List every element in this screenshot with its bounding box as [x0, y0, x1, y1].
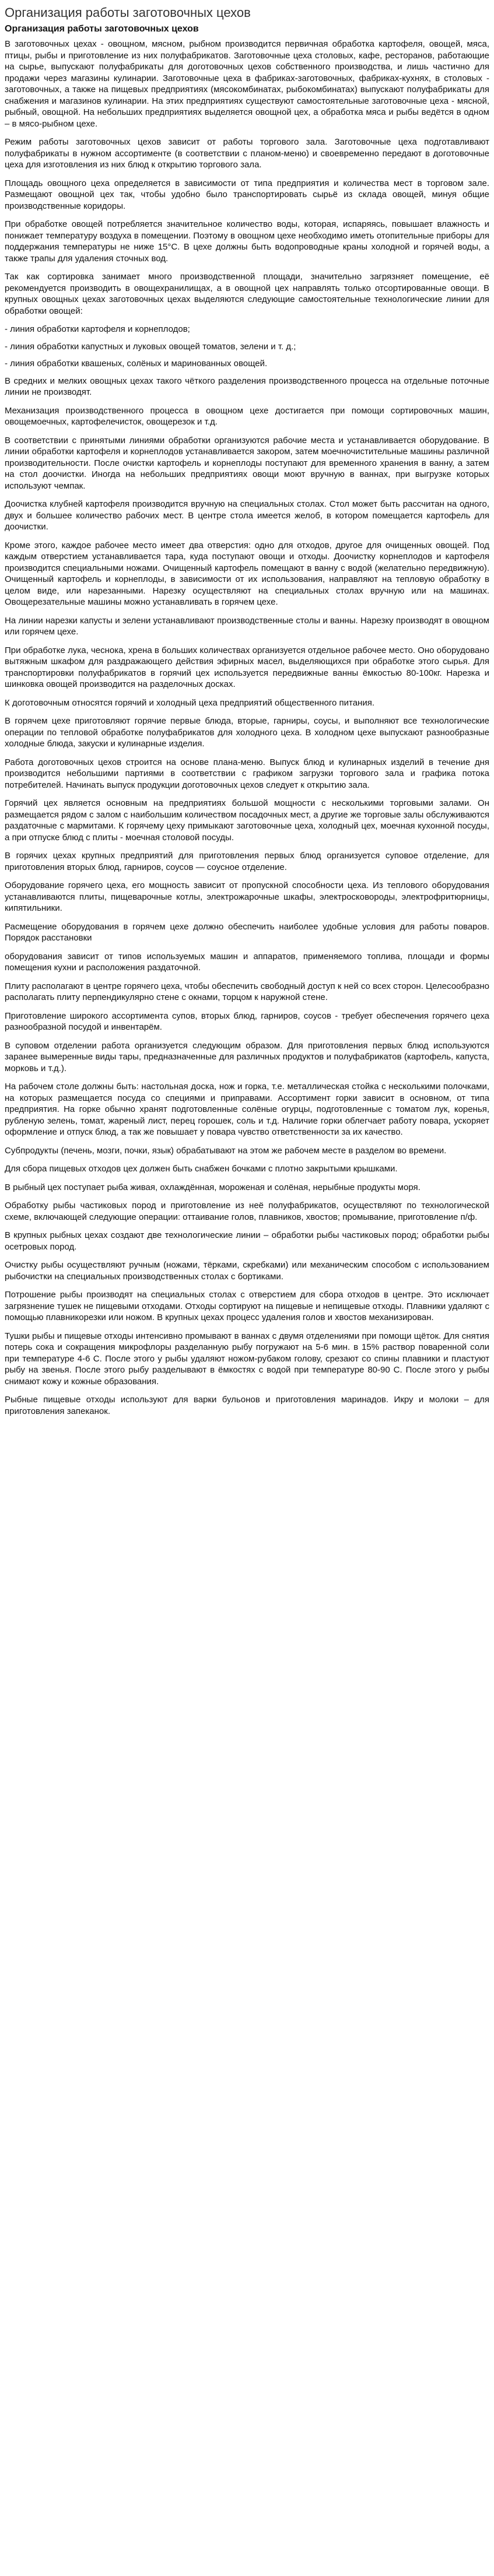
- paragraph: Субпродукты (печень, мозги, почки, язык) обрабатывают на этом же рабочем месте в разделом во времени.: [5, 1145, 447, 1156]
- paragraph: В средних и мелких овощных цехах такого чёткого разделения производственного процесса на отдельные поточные линии не производят.: [5, 375, 489, 397]
- paragraph: Режим работы заготовочных цехов зависит от работы торгового зала. Заготовочные цеха подготавливают полуфабрикаты в нужном ассортименте (в соответствии с планом-меню) и своевременно передают в доготовочные цеха для изготовления из них блюд к открытию торгового зала.: [5, 137, 489, 170]
- paragraph: Расмещение оборудования в горячем цехе должно обеспечить наиболее удобные условия для работы поваров. Порядок расстановки: [5, 921, 489, 943]
- paragraph: В крупных рыбных цехах создают две технологические линии – обработки рыбы частиковых пород; обработки рыбы осетровых пород.: [5, 1230, 489, 1252]
- paragraph: В заготовочных цехах - овощном, мясном, рыбном производится первичная обработка картофеля, овощей, мяса, птицы, рыбы и приготовление из них полуфабрикатов. Заготовочные цеха столовых, кафе, ресторанов, работающие на сырье, выпускают полуфабрикаты для доготовочных цехов собственного производства, и лишь частично для продажи через магазины кулинарии. Заготовочные цеха в фабриках-заготовочных, фабриках-кухнях, в столовых - заготовочных, а также на пищевых предприятиях (мясокомбинатах, рыбокомбинатах) выпускают полуфабрикаты для снабжения и магазинов кулинарии. На этих предприятиях существуют самостоятельные заготовочные цеха - мясной, рыбный, овощной. На небольших предприятиях выделяется овощной цех, а обработка мяса и рыбы ведётся в одном – в мясо-рыбном цехе.: [5, 39, 489, 129]
- list-item: - линия обработки квашеных, солёных и маринованных овощей.: [5, 359, 268, 368]
- paragraph: Работа доготовочных цехов строится на основе плана-меню. Выпуск блюд и кулинарных изделий в течение дня производится небольшими партиями в соответствии с графиком загрузки торгового зала и графика потока потребителей. Начинать выпуск продукции доготовочных цехов следует к открытию зала.: [5, 757, 489, 790]
- paragraph: Доочистка клубней картофеля производится вручную на специальных столах. Стол может быть рассчитан на одного, двух и большее количество рабочих мест. В центре стола имеется желоб, в котором помещается картофель для доочистки.: [5, 499, 489, 532]
- paragraph: Потрошение рыбы производят на специальных столах с отверстием для сбора отходов в центре. Это исключает загрязнение тушек не пищевыми отходами. Отходы сортируют на пищевые и непищевые отходы. Плавники удаляют с помощью плавникорезки или ножом. В крупных цехах процесс удаления голов и хвостов механизирован.: [5, 1290, 489, 1322]
- paragraph: Очистку рыбы осуществляют ручным (ножами, тёрками, скребками) или механическим способом с использованием рыбочистки на специальных производственных столах с бортиками.: [5, 1260, 489, 1282]
- paragraph: Рыбные пищевые отходы используют для варки бульонов и приготовления маринадов. Икру и молоки – для приготовления запеканок.: [5, 1395, 489, 1416]
- paragraph: Плиту располагают в центре горячего цеха, чтобы обеспечить свободный доступ к ней со всех сторон. Целесообразно располагать плиту перпендикулярно стене с окнами, торцом к наружной стене.: [5, 981, 489, 1002]
- paragraph: К доготовочным относятся горячий и холодный цеха предприятий общественного питания.: [5, 697, 374, 708]
- paragraph: Кроме этого, каждое рабочее место имеет два отверстия: одно для отходов, другое для очищенных овощей. Под каждым отверстием устанавливается тара, куда поступают овощи и отходы. Доочистку корнеплодов и картофеля производится специальными ножами. Очищенный картофель помещают в ванну с водой (желательно передвижную). Очищенный картофель и корнеплоды, в зависимости от их использования, направляют на тепловую обработку в целом виде, или нарезанными. Нарезку осуществляют на специальных столах вручную или на машинах. Овощерезательные машины можно устанавливать в горячем цехе.: [5, 540, 489, 607]
- paragraph: При обработке овощей потребляется значительное количество воды, которая, испаряясь, повышает влажность и понижает температуру воздуха в помещении. Поэтому в овощном цехе необходимо иметь отопительные приборы для поддержания температуры не ниже 15°С. В цехе должны быть водопроводные краны холодной и горячей воды, а также трапы для удаления сточных вод.: [5, 219, 489, 264]
- paragraph: При обработке лука, чеснока, хрена в больших количествах организуется отдельное рабочее место. Оно оборудовано вытяжным шкафом для раздражающего действия эфирных масел, выделяющихся при обработке этого сырья. Для транспортировки полуфабрикатов в горячий цех используется передвижные ванны ёмкостью 80-100кг. Нарезка и шинковка овощей производится на разделочных досках.: [5, 645, 489, 689]
- paragraph: В горячем цехе приготовляют горячие первые блюда, вторые, гарниры, соусы, и выполняют все технологические операции по тепловой обработке полуфабрикатов для холодного цеха. В холодном цехе выпускают разнообразные холодные блюда, закуски и кулинарные изделия.: [5, 716, 489, 749]
- paragraph: В горячих цехах крупных предприятий для приготовления первых блюд организуется суповое отделение, для приготовления вторых блюд, гарниров, соусов — соусное отделение.: [5, 851, 489, 872]
- paragraph: Горячий цех является основным на предприятиях большой мощности с несколькими торговыми залами. Он размещается рядом с залом с наибольшим количеством посадочных мест, а другие же торговые залы обслуживаются раздаточные с мармитами. К горячему цеху примыкают заготовочные цеха, холодный цех, моечная кухонной посуды, а при отпуске блюд с плиты - моечная столовой посуды.: [5, 798, 489, 843]
- paragraph: Для сбора пищевых отходов цех должен быть снабжен бочками с плотно закрытыми крышками.: [5, 1164, 398, 1174]
- paragraph: Так как сортировка занимает много производственной площади, значительно загрязняет помещение, её рекомендуется производить в овощехранилищах, а в овощной цех направлять только отсортированные овощи. В крупных овощных цехах заготовочных цехах выделяются следующие самостоятельные технологические линии для обработки овощей:: [5, 272, 489, 316]
- paragraph: Тушки рыбы и пищевые отходы интенсивно промывают в ваннах с двумя отделениями при помощи щёток. Для снятия потерь сока и сокращения микрофлоры разделанную рыбу погружают на 5-6 мин. в 15% раствор поваренной соли при температуре 4-6 С. После этого у рыбы удаляют ножом-рубаком голову, срезают со спины плавники и пластуют рыбу на звенья. После этого рыбу разделывают в ёмкостях с водой при температуре 80-90 С. После этого у рыбы снимают кожу и кожные образования.: [5, 1331, 489, 1387]
- paragraph: Оборудование горячего цеха, его мощность зависит от пропускной способности цеха. Из теплового оборудования устанавливаются плиты, пищеварочные котлы, электрожарочные шкафы, электросковороды, электрофритюрницы, кипятильники.: [5, 880, 489, 913]
- paragraph: Приготовление широкого ассортимента супов, вторых блюд, гарниров, соусов - требует обеспечения горячего цеха разнообразной посудой и инвентарём.: [5, 1010, 489, 1032]
- paragraph: Обработку рыбы частиковых пород и приготовление из неё полуфабрикатов, осуществляют по технологической схеме, включающей следующие операции: оттаивание голов, плавников, хвостов; промывание, приготовление п/ф.: [5, 1201, 489, 1222]
- list-item: - линия обработки капустных и луковых овощей томатов, зелени и т. д.;: [5, 341, 296, 352]
- article-heading: Организация работы заготовочных цехов: [5, 24, 199, 34]
- paragraph: В суповом отделении работа организуется следующим образом. Для приготовления первых блюд используются заранее вымеренные виды тары, предназначенные для различных продуктов и полуфабрикатов (картофель, капуста, морковь и т.д.).: [5, 1040, 489, 1073]
- paragraph: На линии нарезки капусты и зелени устанавливают производственные столы и ванны. Нарезку производят в овощном или горячем цехе.: [5, 615, 489, 637]
- paragraph: В соответствии с принятыми линиями обработки организуются рабочие места и устанавливается оборудование. В линии обработки картофеля и корнеплодов устанавливается закором, затем моечночистительные машины различной производительности. После очистки картофель и корнеплоды поступают для временного хранения в ванну, а затем на стол доочистки. Иногда на небольших предприятиях овощи моют вручную в ваннах, при выгрузке которых используют чемпак.: [5, 435, 489, 491]
- page-title: Организация работы заготовочных цехов: [5, 5, 251, 20]
- paragraph: На рабочем столе должны быть: настольная доска, нож и горка, т.е. металлическая стойка с несколькими полочками, на которых размещается посуда со специями и приправами. Ассортимент горки зависит в основном, от типа предприятия. На горке обычно хранят подготовленные солёные огурцы, подготовленные с томатом лук, коренья, рубленую зелень, томат, жареный лист, перец горошек, соль и т.д. Наличие горки облегчает работу повара, ускоряет оформление и отпуск блюд, а так же повышает у повара чувство ответственности за их качество.: [5, 1082, 489, 1137]
- list-item: - линия обработки картофеля и корнеплодов;: [5, 324, 190, 334]
- paragraph: Механизация производственного процесса в овощном цехе достигается при помощи сортировочных машин, овощемоечных, картофелечисток, овощерезок и т.д.: [5, 405, 489, 427]
- paragraph: В рыбный цех поступает рыба живая, охлаждённая, мороженая и солёная, нерыбные продукты моря.: [5, 1182, 421, 1192]
- paragraph: Площадь овощного цеха определяется в зависимости от типа предприятия и количества мест в торговом зале. Размещают овощной цех так, чтобы удобно было транспортировать сырьё из склада овощей, минуя общие производственные коридоры.: [5, 178, 489, 211]
- paragraph: оборудования зависит от типов используемых машин и аппаратов, применяемого топлива, площади и формы помещения кухни и расположения раздаточной.: [5, 951, 489, 973]
